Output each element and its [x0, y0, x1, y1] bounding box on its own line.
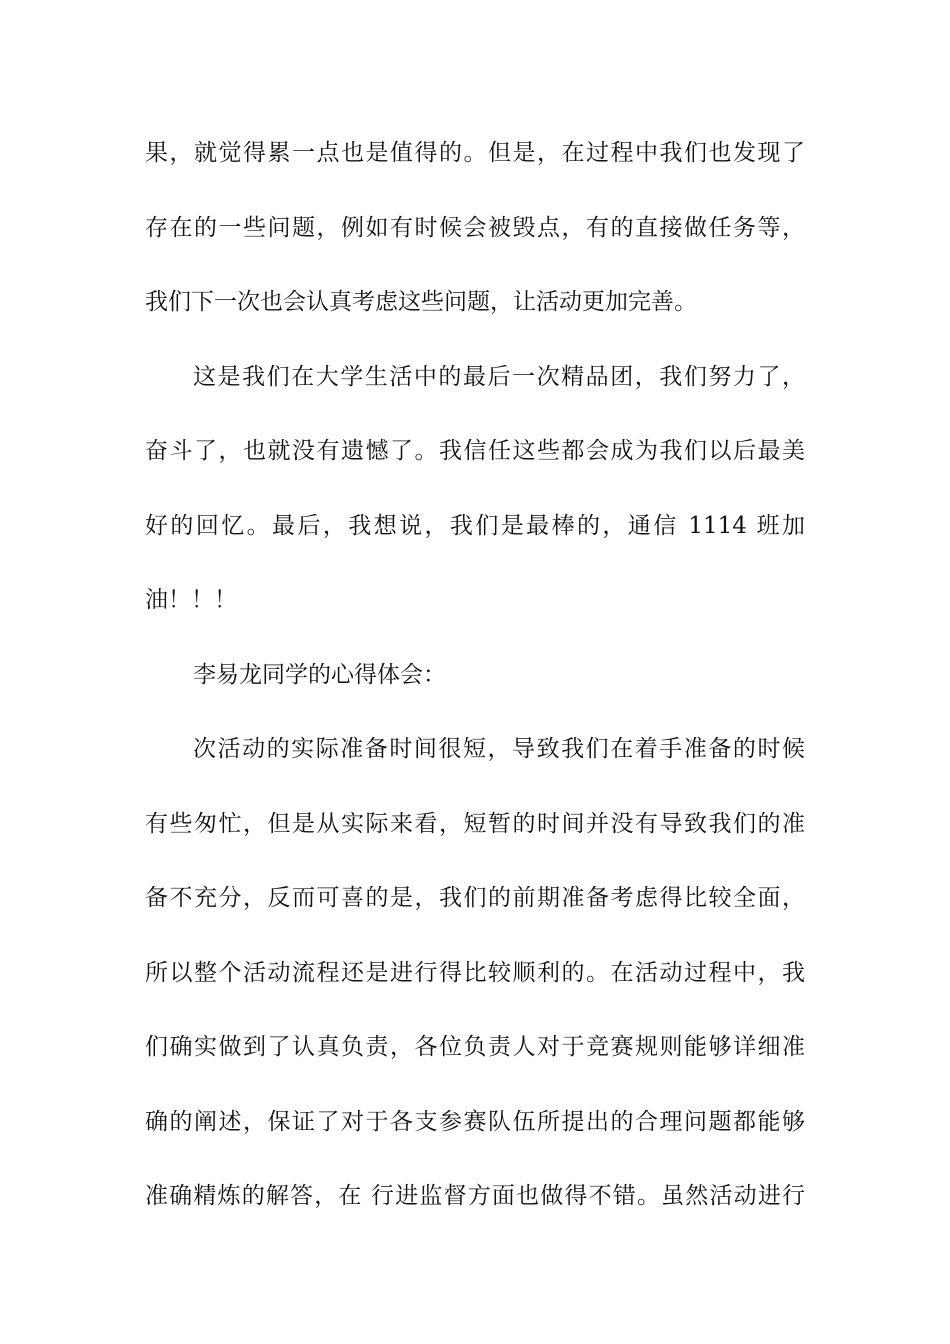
paragraph-line-5: 奋斗了，也就没有遗憾了。我信任这些都会成为我们以后最美 [145, 438, 805, 464]
paragraph-line-9: 次活动的实际准备时间很短，导致我们在着手准备的时候 [193, 736, 805, 762]
paragraph-line-6: 好的回忆。最后，我想说，我们是最棒的，通信 1114 班加 [145, 513, 805, 539]
paragraph-line-7: 油！！！ [145, 587, 237, 613]
paragraph-line-3: 我们下一次也会认真考虑这些问题，让活动更加完善。 [145, 289, 697, 315]
section-heading: 李易龙同学的心得体会： [193, 662, 446, 688]
paragraph-line-13: 们确实做到了认真负责，各位负责人对于竞赛规则能够详细准 [145, 1034, 805, 1060]
paragraph-line-1: 果，就觉得累一点也是值得的。但是，在过程中我们也发现了 [145, 140, 805, 166]
paragraph-line-11: 备不充分，反而可喜的是，我们的前期准备考虑得比较全面， [145, 885, 805, 911]
paragraph-line-15: 准确精炼的解答，在 行进监督方面也做得不错。虽然活动进行 [145, 1183, 805, 1209]
paragraph-line-4: 这是我们在大学生活中的最后一次精品团，我们努力了， [193, 364, 805, 390]
paragraph-line-12: 所以整个活动流程还是进行得比较顺利的。在活动过程中，我 [145, 960, 805, 986]
paragraph-line-14: 确的阐述，保证了对于各支参赛队伍所提出的合理问题都能够 [145, 1109, 805, 1135]
paragraph-line-10: 有些匆忙，但是从实际来看，短暂的时间并没有导致我们的准 [145, 811, 805, 837]
paragraph-line-2: 存在的一些问题，例如有时候会被毁点，有的直接做任务等， [145, 215, 805, 241]
